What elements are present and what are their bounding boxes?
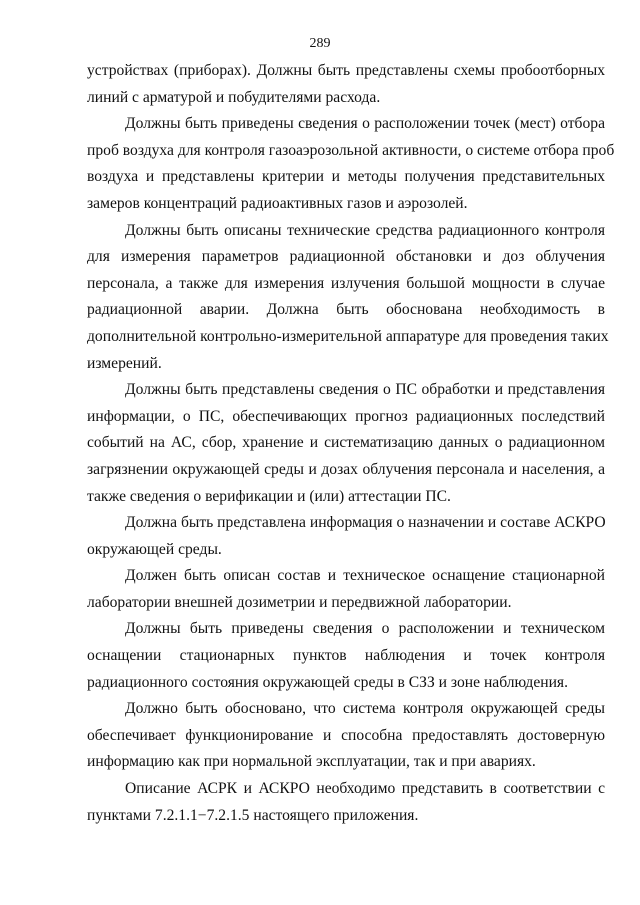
- text-line: дополнительной контрольно-измерительной аппаратуре для проведения таких: [87, 327, 609, 345]
- text-line: событий на АС, сбор, хранение и систематизацию данных о радиационном: [87, 434, 605, 452]
- paragraph: [87, 377, 605, 510]
- paragraph: [87, 218, 609, 378]
- text-line: Описание АСРК и АСКРО необходимо представить в соответствии с: [125, 780, 605, 798]
- text-line: устройствах (приборах). Должны быть представлены схемы пробоотборных: [87, 62, 605, 79]
- page-number: 289: [309, 36, 331, 51]
- text-line: также сведения о верификации и (или) аттестации ПС.: [87, 487, 451, 505]
- paragraph: [87, 776, 605, 829]
- text-line: загрязнении окружающей среды и дозах облучения персонала и населения, а: [87, 460, 605, 478]
- text-line: Должно быть обосновано, что система контроля окружающей среды: [125, 700, 605, 718]
- text-line: проб воздуха для контроля газоаэрозольной активности, о системе отбора проб: [87, 141, 615, 159]
- text-line: замеров концентраций радиоактивных газов и аэрозолей.: [87, 194, 468, 212]
- text-line: Должна быть представлена информация о назначении и составе АСКРО: [125, 514, 606, 532]
- text-line: лаборатории внешней дозиметрии и передвижной лаборатории.: [87, 593, 512, 611]
- text-line: информации, о ПС, обеспечивающих прогноз радиационных последствий: [87, 407, 605, 425]
- text-line: окружающей среды.: [87, 540, 222, 558]
- paragraph: [87, 58, 605, 111]
- text-line: обеспечивает функционирование и способна предоставлять достоверную: [87, 726, 605, 744]
- text-line: Должны быть представлены сведения о ПС обработки и представления: [125, 381, 605, 399]
- text-line: Должны быть описаны технические средства радиационного контроля: [125, 221, 605, 239]
- text-line: информацию как при нормальной эксплуатации, так и при авариях.: [87, 753, 536, 771]
- text-line: персонала, а также для измерения излучения большой мощности в случае: [87, 274, 605, 292]
- text-line: измерений.: [87, 354, 162, 372]
- text-line: оснащении стационарных пунктов наблюдения и точек контроля: [87, 647, 605, 665]
- text-line: радиационного состояния окружающей среды в СЗЗ и зоне наблюдения.: [87, 673, 569, 691]
- text-line: для измерения параметров радиационной обстановки и доз облучения: [87, 248, 605, 266]
- text-line: линий с арматурой и побудителями расхода.: [87, 88, 381, 106]
- document-body: [87, 58, 615, 829]
- text-line: радиационной аварии. Должна быть обоснована необходимость в: [87, 301, 605, 319]
- text-line: пунктами 7.2.1.1−7.2.1.5 настоящего приложения.: [87, 806, 419, 824]
- paragraph: [87, 616, 605, 696]
- text-line: Должны быть приведены сведения о расположении точек (мест) отбора: [125, 115, 605, 133]
- text-line: Должен быть описан состав и техническое оснащение стационарной: [125, 567, 605, 585]
- text-line: воздуха и представлены критерии и методы получения представительных: [87, 168, 605, 186]
- text-line: Должны быть приведены сведения о расположении и техническом: [125, 620, 605, 638]
- paragraph: [87, 563, 605, 616]
- paragraph: [87, 510, 605, 563]
- paragraph: [87, 696, 605, 776]
- paragraph: [87, 111, 615, 217]
